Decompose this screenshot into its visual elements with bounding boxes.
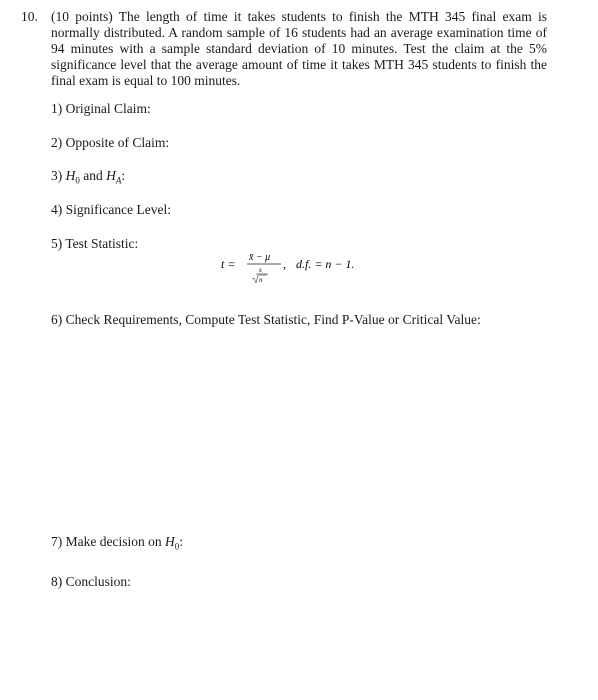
question-number: 10. — [21, 9, 38, 24]
test-statistic-formula — [221, 248, 401, 288]
formula-df: d.f. = n − 1. — [296, 257, 355, 271]
formula-comma: , — [283, 257, 286, 271]
step-opposite-claim: 2) Opposite of Claim: — [51, 135, 170, 150]
formula-denom-s: s — [259, 266, 262, 274]
step-check-requirements: 6) Check Requirements, Compute Test Statistic, Find P-Value or Critical Value: — [51, 312, 481, 327]
step-hypotheses-and: and — [79, 168, 107, 183]
step-hypotheses — [51, 168, 125, 189]
step-decision-colon: : — [179, 534, 183, 549]
ha-symbol: H — [106, 168, 116, 183]
step-hypotheses-colon: : — [121, 168, 126, 183]
decision-h-symbol: H — [164, 534, 175, 549]
formula-denom-n: n — [259, 276, 263, 284]
step-test-statistic: 5) Test Statistic: — [51, 236, 139, 251]
step-decision-prefix: 7) Make decision on — [51, 534, 165, 549]
step-decision — [51, 534, 183, 555]
formula-numerator: x̄ − μ — [249, 252, 271, 263]
h0-subscript: 0 — [75, 175, 80, 186]
question-text: (10 points) The length of time it takes students to finish the MTH 345 final exam is normally distributed. A random sample of 16 students had an average examination time of 94 minutes with a sample standard deviation of 10 minutes. Test the claim at the 5% significance level that the average amount of time it takes MTH 345 students to finish the final exam is equal to 100 minutes. — [51, 9, 547, 88]
step-conclusion: 8) Conclusion: — [51, 574, 131, 589]
formula-lhs: t = — [221, 257, 236, 271]
ha-subscript: A — [115, 175, 122, 186]
step-hypotheses-prefix: 3) — [51, 168, 66, 183]
h0-symbol: H — [65, 168, 76, 183]
step-original-claim: 1) Original Claim: — [51, 101, 151, 116]
decision-h-subscript: 0 — [174, 541, 180, 552]
formula-svg — [221, 248, 401, 288]
step-significance-level: 4) Significance Level: — [51, 202, 171, 217]
